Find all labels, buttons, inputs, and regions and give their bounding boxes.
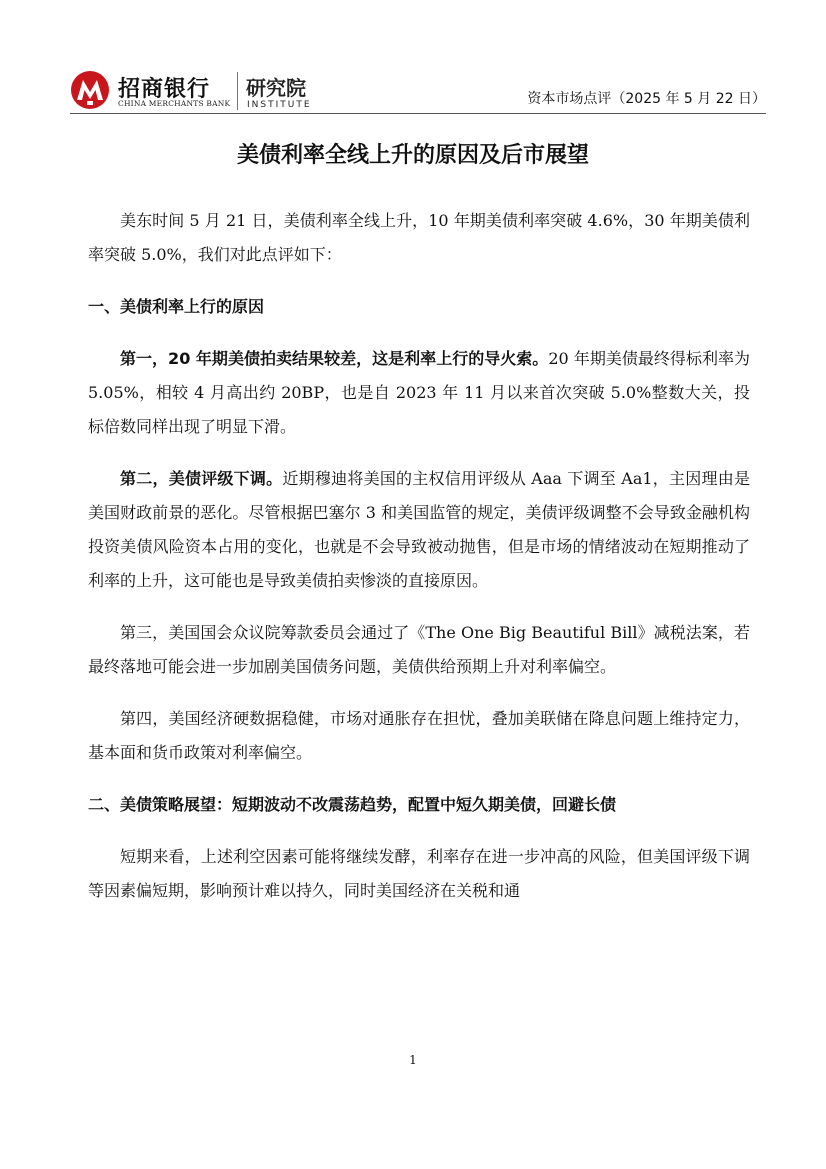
paragraph-1 — [88, 342, 750, 444]
section-2-heading: 二、美债策略展望：短期波动不改震荡趋势，配置中短久期美债，回避长债 — [88, 795, 617, 814]
paragraph-5: 短期来看，上述利空因素可能将继续发酵，利率存在进一步冲高的风险，但美国评级下调等因素偏短期，影响预计难以持久，同时美国经济在关税和通 — [88, 847, 750, 900]
paragraph-1-lead: 第一，20 年期美债拍卖结果较差，这是利率上行的导火索。 — [120, 349, 549, 368]
intro-text: 美东时间 5 月 21 日，美债利率全线上升，10 年期美债利率突破 4.6%，30 年期美债利率突破 5.0%，我们对此点评如下： — [88, 211, 750, 264]
header-rule — [70, 113, 766, 114]
page-number: 1 — [409, 1053, 417, 1067]
header-divider — [237, 72, 238, 110]
cmb-logo-icon — [70, 70, 110, 110]
report-tag: 资本市场点评（2025 年 5 月 22 日） — [527, 91, 766, 107]
section-1-heading: 一、美债利率上行的原因 — [88, 297, 265, 316]
page-header — [70, 70, 766, 114]
intro-paragraph — [88, 204, 750, 272]
brand-name-cn: 招商银行 — [118, 77, 211, 102]
paragraph-1-text: 20 年期美债最终得标利率为 5.05%，相较 4 月高出约 20BP，也是自 2023 年 11 月以来首次突破 5.0%整数大关，投标倍数同样出现了明显下滑。 — [88, 349, 750, 436]
paragraph-4: 第四，美国经济硬数据稳健，市场对通胀存在担忧，叠加美联储在降息问题上维持定力，基本面和货币政策对利率偏空。 — [88, 709, 750, 762]
institute-name-en: INSTITUTE — [247, 100, 312, 110]
brand-name-en: CHINA MERCHANTS BANK — [118, 99, 231, 108]
paragraph-3: 第三，美国国会众议院筹款委员会通过了《The One Big Beautiful Bill》减税法案，若最终落地可能会进一步加剧美国债务问题，美债供给预期上升对利率偏空。 — [88, 623, 750, 676]
article-body — [88, 204, 750, 908]
paragraph-2-lead: 第二，美债评级下调。 — [120, 469, 283, 488]
institute-name-cn: 研究院 — [246, 76, 306, 100]
page-title: 美债利率全线上升的原因及后市展望 — [236, 143, 589, 168]
paragraph-2-text: 近期穆迪将美国的主权信用评级从 Aaa 下调至 Aa1，主因理由是美国财政前景的恶化。尽管根据巴塞尔 3 和美国监管的规定，美债评级调整不会导致金融机构投资美债风险资本占用的变化，也就是不会导致被动抛售，但是市场的情绪波动在短期推动了利率的上升，这可能也是导致美债拍卖惨淡的直接原因。 — [88, 469, 750, 590]
paragraph-2 — [88, 462, 750, 598]
